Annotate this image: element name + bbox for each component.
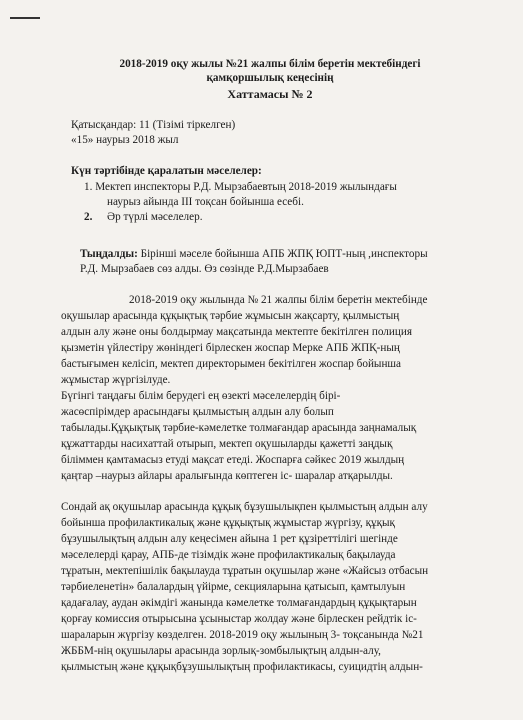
paragraph-3-line-1: Сондай ақ оқушылар арасында құқық бұзушылықпен қылмыстың алдын алу: [61, 501, 428, 513]
paragraph-3-line-2: бойынша профилактикалық және құқықтық жұмыстар жүргізу, құқық: [61, 517, 395, 529]
paragraph-3-line-6: тәрбиеленетін» балалардың үйірме, секцияларына қатысып, қамтылуын: [61, 581, 406, 593]
paragraph-2-line-5: біліммен қамтамасыз етуді мақсат етеді. Жоспарға сәйкес 2019 жылдың: [61, 454, 405, 466]
paragraph-2-line-4: құжаттарды насихаттай отырып, мектеп оқушыларды қажетті заңдық: [61, 438, 393, 450]
paragraph-3-line-8: қорғау комиссия отырысына ұсыныстар жолдау және бірлескен рейдтік іс-: [61, 613, 417, 625]
agenda-item-2-text: Әр түрлі мәселелер.: [107, 211, 203, 223]
paragraph-2-line-1: Бүгінгі таңдағы білім берудегі ең өзекті мәселелердің бірі-: [61, 390, 341, 402]
paragraph-2-line-3: табылады.Құқықтық тәрбие-кәмелетке толмағандар арасында заңнамалық: [61, 422, 417, 434]
meeting-date: «15» наурыз 2018 жыл: [71, 134, 179, 146]
header-line-1: 2018-2019 оқу жылы №21 жалпы білім беретін мектебіндегі: [119, 58, 421, 70]
paragraph-1-line-5: бастығымен келісіп, мектеп директорымен бекітілген жоспар бойынша: [61, 358, 402, 370]
agenda-heading: Күн тәртібінде қаралатын мәселелер:: [71, 165, 262, 177]
listened-text: Бірінші мәселе бойынша АПБ ЖПҚ ЮПТ-ның ,инспекторы: [140, 248, 428, 260]
paragraph-2-line-2: жасөспірімдер арасындағы қылмыстың алдын алу болып: [61, 406, 334, 418]
paragraph-1-line-2: оқушылар арасында құқықтық тәрбие жұмысын жақсарту, қылмыстың: [61, 310, 400, 322]
paragraph-3-line-9: шараларын жүргізу көзделген. 2018-2019 оқу жылының 3- тоқсанында №21: [61, 629, 424, 641]
paragraph-3-line-11: қылмыстың және құқықбұзушылықтың профилактикасы, суицидтің алдын-: [61, 661, 423, 673]
listened-label: Тыңдалды:: [80, 248, 138, 260]
protocol-title: Хаттамасы № 2: [227, 87, 313, 101]
paragraph-1-line-6: жұмыстар жүргізілуде.: [61, 374, 171, 386]
listened-line-2: Р.Д. Мырзабаев сөз алды. Өз сөзінде Р.Д.Мырзабаев: [80, 263, 329, 275]
paragraph-1-line-3: алдын алу және оны болдырмау мақсатында мектепте бекітілген полиция: [61, 326, 412, 338]
paragraph-3-line-10: ЖББМ-нің оқушылары арасында зорлық-зомбылықтың алдын-алу,: [61, 645, 381, 657]
header-line-2: қамқоршылық кеңесінің: [206, 72, 334, 84]
agenda-item-2-number: 2.: [84, 211, 93, 223]
paragraph-2-line-6: қаңтар –наурыз айлары аралығында көптеген іс- шаралар атқарылды.: [61, 470, 393, 482]
paragraph-3-line-3: бұзушылықтың алдын алу кеңесімен айына 1 рет құзіреттілігі шегінде: [61, 533, 398, 545]
paragraph-3-line-5: тұратын, мектепішілік бақылауда тұратын оқушылар және «Жайсыз отбасын: [61, 565, 429, 577]
listened-line-1: [80, 247, 428, 261]
participants: Қатысқандар: 11 (Тізімі тіркелген): [71, 119, 236, 131]
agenda-item-1-line-1: 1. Мектеп инспекторы Р.Д. Мырзабаевтың 2018-2019 жылындағы: [84, 181, 397, 193]
paragraph-1-line-4: қызметін үйлестіру жөніндегі бірлескен жоспар Мерке АПБ ЖПҚ-ның: [61, 342, 400, 354]
paragraph-3-line-7: қадағалау, аудан әкімдігі жанында кәмелетке толмағандардың құқықтарын: [61, 597, 417, 609]
corner-mark: [10, 17, 40, 19]
agenda-item-1-line-2: наурыз айында ІІІ тоқсан бойынша есебі.: [107, 196, 304, 208]
paragraph-1-line-1: 2018-2019 оқу жылында № 21 жалпы білім беретін мектебінде: [129, 294, 428, 306]
paragraph-3-line-4: мәселелерді қарау, АПБ-де тізімдік және профилактикалық бақылауда: [61, 549, 396, 561]
